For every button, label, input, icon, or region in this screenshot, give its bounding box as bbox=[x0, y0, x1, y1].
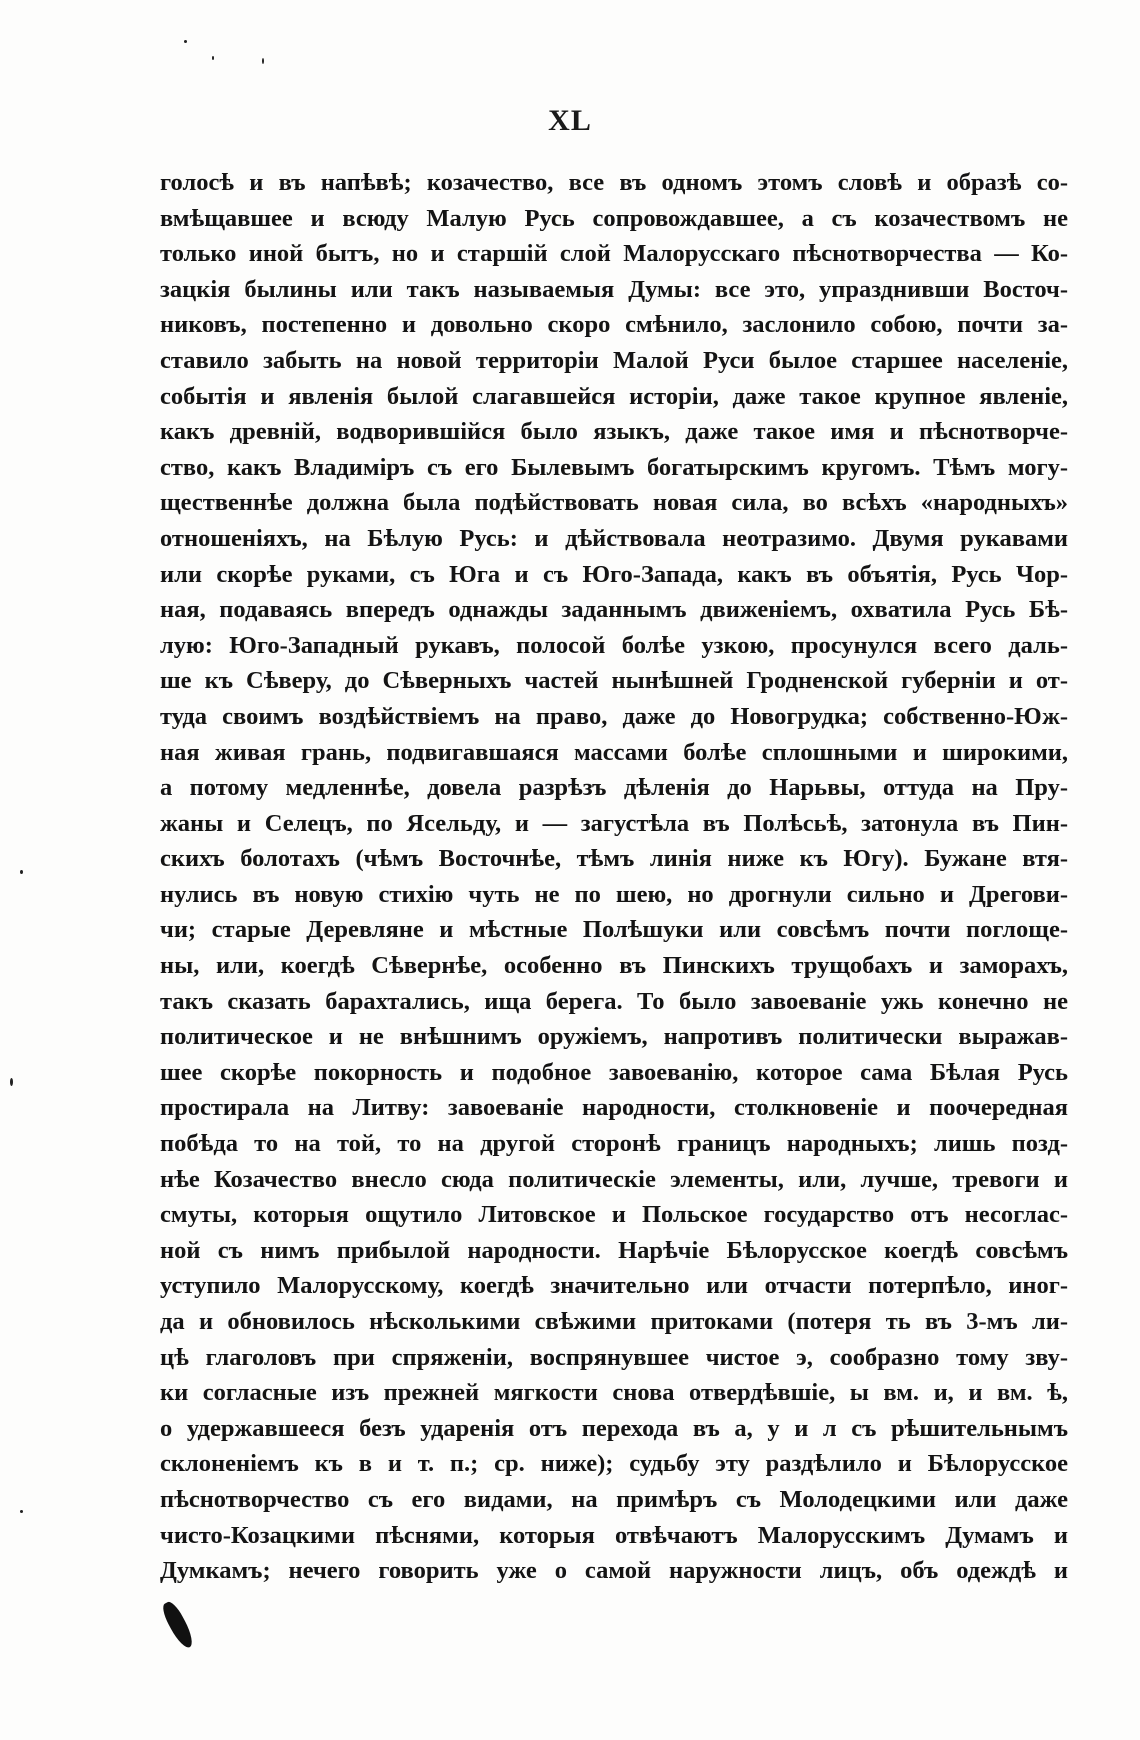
ink-speck bbox=[184, 40, 187, 43]
ink-speck bbox=[212, 56, 214, 60]
ink-speck bbox=[262, 58, 264, 64]
text-line: политическое и не внѣшнимъ оружiемъ, напротивъ политически выражав- bbox=[160, 1023, 1068, 1051]
text-line: смуты, которыя ощутило Литовское и Польское государство отъ несоглас- bbox=[160, 1201, 1068, 1229]
text-line: ше къ Сѣверу, до Сѣверныхъ частей нынѣшней Гродненской губернiи и от- bbox=[160, 667, 1068, 695]
text-line: чи; старые Деревляне и мѣстные Полѣшуки или совсѣмъ почти поглоще- bbox=[160, 916, 1068, 944]
text-line: голосѣ и въ напѣвѣ; козачество, все въ одномъ этомъ словѣ и образѣ со- bbox=[160, 169, 1068, 196]
text-line: никовъ, постепенно и довольно скоро смѣнило, заслонило собою, почти за- bbox=[160, 311, 1068, 339]
text-line: отношенiяхъ, на Бѣлую Русь: и дѣйствовала неотразимо. Двумя рукавами bbox=[160, 524, 1068, 552]
text-line: только иной бытъ, но и старшiй слой Малорусскаго пѣснотворчества — Ко- bbox=[160, 240, 1068, 268]
text-line: а потому медленнѣе, довела разрѣзъ дѣленiя до Нарьвы, оттуда на Пру- bbox=[160, 774, 1068, 802]
ink-speck bbox=[10, 1078, 13, 1086]
text-line: ной съ нимъ прибылой народности. Нарѣчiе Бѣлорусское коегдѣ совсѣмъ bbox=[160, 1236, 1068, 1264]
text-line: жаны и Селецъ, по Ясельду, и — загустѣла въ Полѣсьѣ, затонула въ Пин- bbox=[160, 809, 1068, 837]
text-line: нулись въ новую стихiю чуть не по шею, но дрогнули сильно и Дрегови- bbox=[160, 880, 1068, 908]
text-line: да и обновилось нѣсколькими свѣжими притоками (потеря ть въ 3-мъ ли- bbox=[160, 1308, 1068, 1335]
text-line: о удержавшееся безъ ударенiя отъ перехода въ а, у и л съ рѣшительнымъ bbox=[160, 1414, 1068, 1442]
text-line: нѣе Козачество внесло сюда политическiе элементы, или, лучше, тревоги и bbox=[160, 1165, 1068, 1193]
text-line: простирала на Литву: завоеванiе народности, столкновенiе и поочередная bbox=[160, 1094, 1068, 1122]
text-line: шее скорѣе покорность и подобное завоеванiю, которое сама Бѣлая Русь bbox=[160, 1058, 1068, 1086]
text-line: ки согласные изъ прежней мягкости снова отвердѣвшiе, ы вм. и, и вм. ѣ, bbox=[160, 1379, 1068, 1407]
ink-speck bbox=[20, 870, 23, 874]
text-line: или скорѣе руками, съ Юга и съ Юго-Запада, какъ въ объятiя, Русь Чор- bbox=[160, 560, 1068, 588]
text-line: ны, или, коегдѣ Сѣвернѣе, особенно въ Пинскихъ трущобахъ и заморахъ, bbox=[160, 952, 1068, 980]
text-line: уступило Малорусскому, коегдѣ значительно или отчасти потерпѣло, иног- bbox=[160, 1272, 1068, 1300]
text-line: цѣ глаголовъ при спряженiи, воспрянувшее чистое э, сообразно тому зву- bbox=[160, 1343, 1068, 1371]
ink-blot bbox=[159, 1599, 197, 1651]
text-line: Думкамъ; нечего говорить уже о самой наружности лицъ, объ одеждѣ и bbox=[160, 1557, 1068, 1585]
text-line: побѣда то на той, то на другой сторонѣ границъ народныхъ; лишь позд- bbox=[160, 1130, 1068, 1158]
text-line: щественнѣе должна была подѣйствовать новая сила, во всѣхъ «народныхъ» bbox=[160, 489, 1068, 517]
page-number: XL bbox=[548, 104, 592, 137]
text-line: ставило забыть на новой территорiи Малой Руси былое старшее населенiе, bbox=[160, 346, 1068, 374]
text-line: ная живая грань, подвигавшаяся массами болѣе сплошными и широкими, bbox=[160, 738, 1068, 766]
text-line: пѣснотворчество съ его видами, на примѣръ съ Молодецкими или даже bbox=[160, 1485, 1068, 1513]
text-line: туда своимъ воздѣйствiемъ на право, даже до Новогрудка; собственно-Юж- bbox=[160, 702, 1068, 730]
text-line: скихъ болотахъ (чѣмъ Восточнѣе, тѣмъ линiя ниже къ Югу). Бужане втя- bbox=[160, 845, 1068, 873]
text-line: ная, подаваясь впередъ однажды заданнымъ движенiемъ, охватила Русь Бѣ- bbox=[160, 596, 1068, 624]
text-line: какъ древнiй, водворившiйся было языкъ, даже такое имя и пѣснотворче- bbox=[160, 418, 1068, 446]
text-line: лую: Юго-Западный рукавъ, полосой болѣе узкою, просунулся всего даль- bbox=[160, 631, 1068, 659]
text-line: вмѣщавшее и всюду Малую Русь сопровождавшее, а съ козачествомъ не bbox=[160, 204, 1068, 232]
ink-speck bbox=[20, 1510, 23, 1513]
text-line: чисто-Козацкими пѣснями, которыя отвѣчаютъ Малорусскимъ Думамъ и bbox=[160, 1521, 1068, 1549]
text-line: такъ сказать барахтались, ища берега. То было завоеванiе ужь конечно не bbox=[160, 987, 1068, 1015]
text-line: зацкiя былины или такъ называемыя Думы: все это, упразднивши Восточ- bbox=[160, 275, 1068, 303]
text-line: склоненiемъ къ в и т. п.; ср. ниже); судьбу эту раздѣлило и Бѣлорусское bbox=[160, 1450, 1068, 1478]
text-line: ство, какъ Владимiръ съ его Былевымъ богатырскимъ кругомъ. Тѣмъ могу- bbox=[160, 453, 1068, 481]
text-line: событiя и явленiя былой слагавшейся исторiи, даже такое крупное явленiе, bbox=[160, 382, 1068, 410]
body-text bbox=[160, 165, 1068, 1589]
